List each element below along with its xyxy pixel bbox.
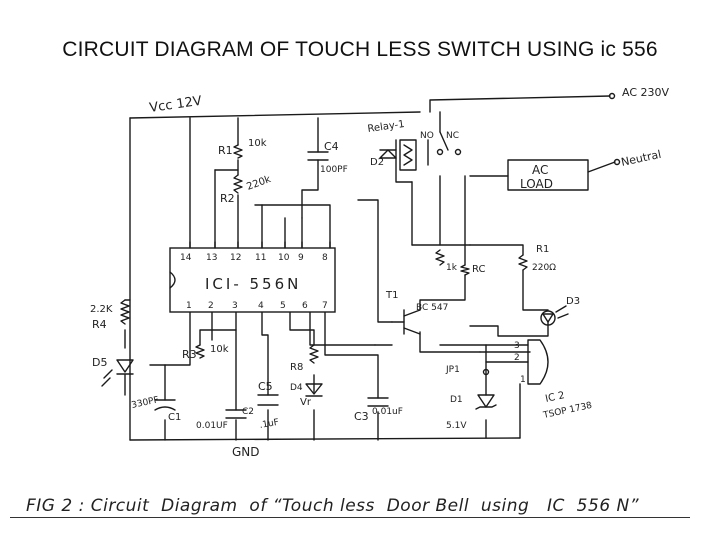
zener-d1: [476, 395, 496, 409]
bc547-label: BC 547: [416, 303, 449, 313]
d4-label: D4: [290, 383, 303, 393]
resistor-r1: [234, 145, 242, 158]
pin7-label: 7: [322, 301, 328, 311]
resistor-r4: [121, 300, 129, 324]
r4-value: 2.2K: [90, 304, 113, 315]
r4-label: R4: [92, 318, 107, 331]
ic2-label: IC 2: [544, 390, 566, 405]
c3-label: C3: [354, 410, 369, 423]
pin1-label: 1: [186, 301, 192, 311]
r3-value: 10k: [210, 344, 229, 355]
ic2-pin1-label: 1: [520, 375, 526, 385]
pin3-label: 3: [232, 301, 238, 311]
c5-label: C5: [258, 380, 273, 393]
ic2-pin3-label: 3: [514, 341, 520, 351]
c4-label: C4: [324, 140, 339, 153]
vr-label: Vr: [300, 397, 311, 408]
r1-label: R1: [218, 144, 233, 157]
caption-underline: [10, 517, 690, 518]
figure-caption: FIG 2 : Circuit Diagram of “Touch less Door Bell using IC 556 N”: [26, 496, 640, 516]
d3-label: D3: [566, 296, 581, 307]
r8-label: R8: [290, 362, 304, 373]
pin11-label: 11: [255, 253, 267, 263]
ac-load-label-1: AC: [532, 163, 549, 177]
t1-label: T1: [386, 290, 399, 301]
resistor-r2: [234, 175, 242, 193]
r-rc-label: RC: [472, 264, 486, 275]
r1-value: 10k: [248, 138, 267, 149]
relay-nc-label: NC: [446, 131, 460, 141]
ic1-label: ICI- 556N: [205, 275, 302, 293]
vcc-label: Vcc 12V: [148, 93, 203, 116]
r2-label: R2: [220, 192, 235, 205]
relay-no-label: NO: [420, 131, 434, 141]
ic2-tsop: [528, 340, 548, 384]
diagram-title: CIRCUIT DIAGRAM OF TOUCH LESS SWITCH USING ic 556: [62, 38, 658, 61]
relay-label: Relay-1: [366, 118, 406, 135]
transistor-t1: [392, 310, 420, 334]
r3-label: R3: [182, 348, 197, 361]
pin13-label: 13: [206, 253, 218, 263]
d1-label: D1: [450, 395, 463, 405]
c2-value: 0.01UF: [196, 421, 228, 431]
ac-load-label-2: LOAD: [520, 177, 553, 191]
pin5-label: 5: [280, 301, 286, 311]
c3-value: 0.01uF: [372, 407, 403, 417]
resistor-r8: [310, 345, 318, 363]
c4-value: 100PF: [320, 165, 348, 175]
pin8-label: 8: [322, 253, 328, 263]
r2-value: 220k: [245, 173, 273, 193]
c1-label: C1: [168, 412, 182, 423]
ic2-pin2-label: 2: [514, 353, 520, 363]
ac-supply-label: AC 230V: [622, 86, 670, 99]
pin14-label: 14: [180, 253, 192, 263]
pin9-label: 9: [298, 253, 304, 263]
led-d3: [541, 306, 568, 325]
c2-label: C2: [242, 407, 255, 417]
pin4-label: 4: [258, 301, 264, 311]
pin2-label: 2: [208, 301, 214, 311]
jp1-label: JP1: [446, 365, 460, 375]
gnd-label: GND: [232, 445, 260, 459]
d2-label: D2: [370, 157, 385, 168]
r1b-label: R1: [536, 244, 550, 255]
ic2-part-label: TSOP 1738: [542, 400, 594, 421]
c5-value: .1uF: [258, 417, 280, 431]
capacitor-c4: [308, 152, 328, 160]
pin6-label: 6: [302, 301, 308, 311]
resistor-r1b: [519, 255, 527, 270]
r1b-value: 220Ω: [532, 263, 557, 273]
pin10-label: 10: [278, 253, 290, 263]
capacitor-c3: [368, 398, 388, 406]
d5-label: D5: [92, 356, 108, 369]
resistor-1k: [436, 250, 444, 265]
capacitor-c5: [258, 395, 278, 405]
pin12-label: 12: [230, 253, 242, 263]
neutral-label: Neutral: [619, 147, 663, 169]
ic1-top-pins: [190, 242, 330, 248]
d1-value: 5.1V: [446, 421, 467, 431]
r-1k-label: 1k: [446, 263, 457, 273]
resistor-r3: [196, 345, 204, 358]
c1-value: 330PF: [130, 395, 160, 411]
resistor-rc: [461, 265, 469, 275]
